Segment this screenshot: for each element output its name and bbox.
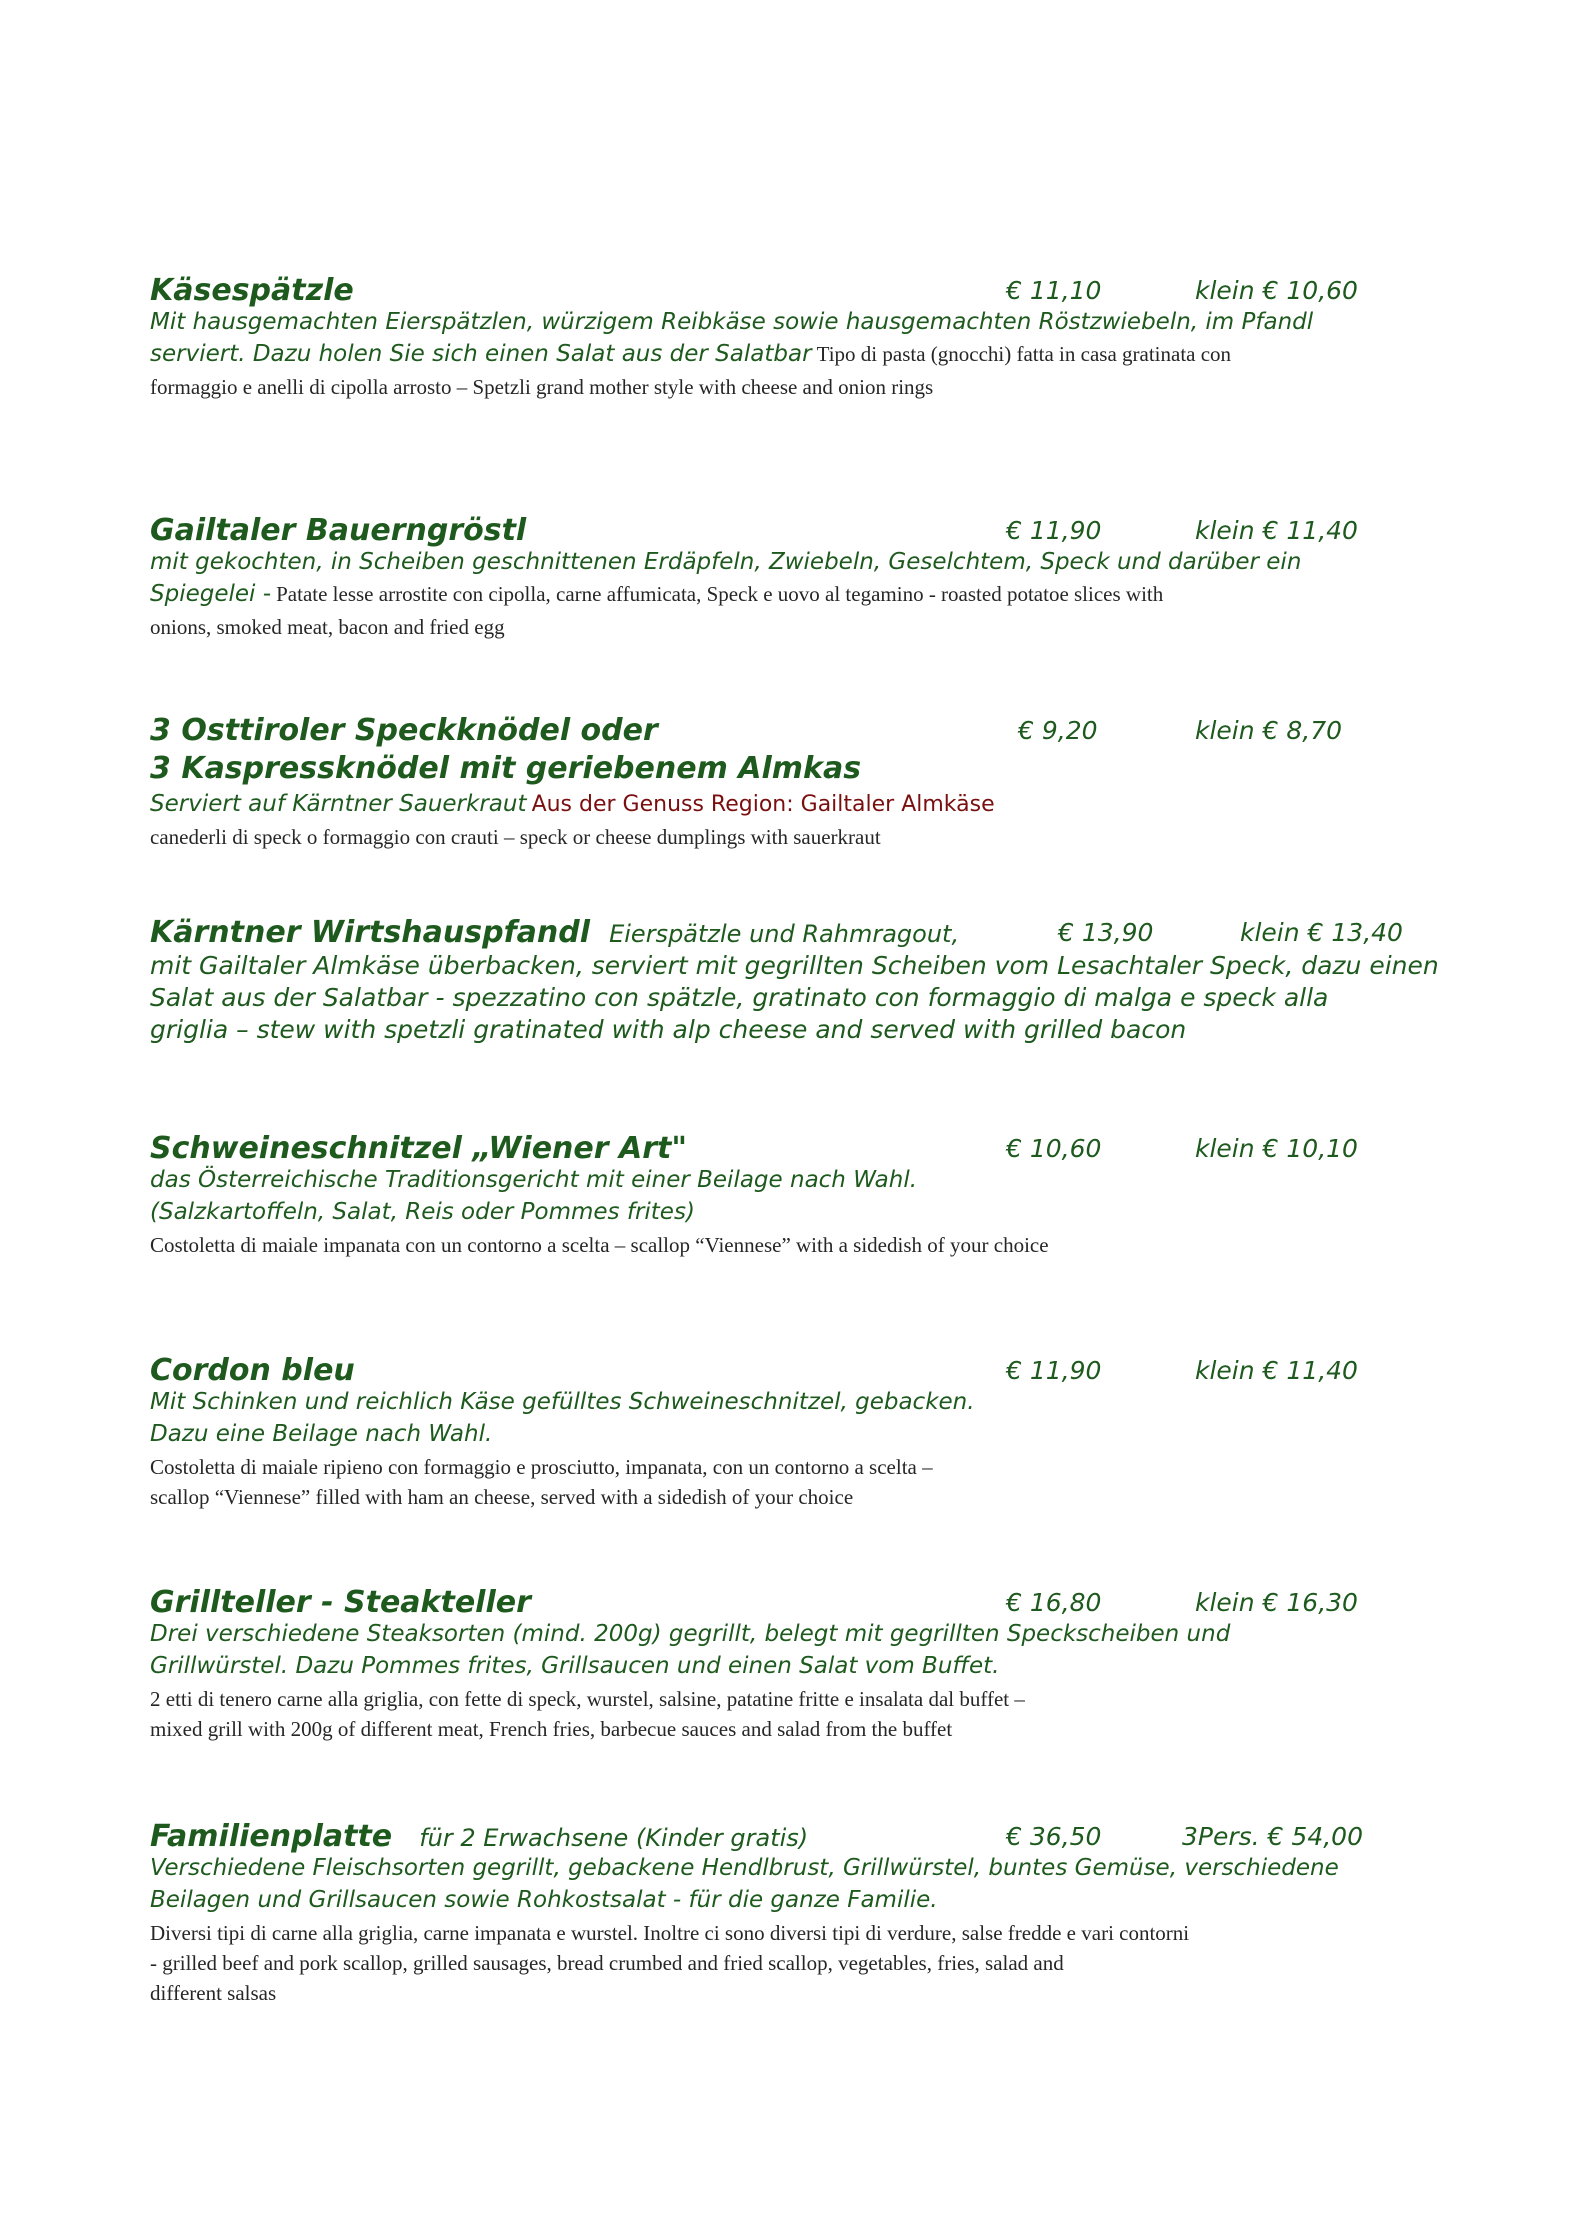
dish-name: Gailtaler Bauerngröstl xyxy=(150,513,527,548)
dish-price: € 11,10 xyxy=(1006,276,1102,305)
description-german: serviert. Dazu holen Sie sich einen Salat aus der Salatbar xyxy=(150,341,812,367)
description-line xyxy=(150,578,1163,610)
description-translation: Tipo di pasta (gnocchi) fatta in casa gratinata con xyxy=(816,342,1232,366)
dish-price: € 16,80 xyxy=(1006,1588,1102,1617)
description-translation: mixed grill with 200g of different meat, French fries, barbecue sauces and salad from the buffet xyxy=(150,1717,953,1741)
description-translation: scallop “Viennese” filled with ham an cheese, served with a sidedish of your choice xyxy=(150,1485,854,1509)
description-translation: different salsas xyxy=(150,1981,277,2005)
description-translation: formaggio e anelli di cipolla arrosto – Spetzli grand mother style with cheese and onion rings xyxy=(150,375,934,399)
description-german: Verschiedene Fleischsorten gegrillt, gebackene Hendlbrust, Grillwürstel, buntes Gemüse, verschiedene xyxy=(150,1855,1339,1881)
dish-name: Käsespätzle xyxy=(150,273,354,308)
description-line: griglia – stew with spetzli gratinated with alp cheese and served with grilled bacon xyxy=(150,1015,1187,1044)
dish-small-price: klein € 16,30 xyxy=(1195,1588,1358,1617)
dish-name-second-line: 3 Kaspressknödel mit geriebenem Almkas xyxy=(150,751,862,786)
dish-name: Schweineschnitzel „Wiener Art" xyxy=(150,1131,687,1166)
dish-small-price: klein € 11,40 xyxy=(1195,1356,1358,1385)
description-translation: - grilled beef and pork scallop, grilled sausages, bread crumbed and fried scallop, vegetables, fries, salad and xyxy=(150,1951,1064,1975)
description-translation: Costoletta di maiale ripieno con formaggio e prosciutto, impanata, con un contorno a scelta – xyxy=(150,1455,933,1479)
description-german: Dazu eine Beilage nach Wahl. xyxy=(150,1421,493,1447)
description-translation: Patate lesse arrostite con cipolla, carne affumicata, Speck e uovo al tegamino - roasted potatoe slices with xyxy=(276,582,1164,606)
description-translation: onions, smoked meat, bacon and fried egg xyxy=(150,615,505,639)
dish-small-price: 3Pers. € 54,00 xyxy=(1182,1822,1363,1851)
dish-name: Cordon bleu xyxy=(150,1353,355,1388)
dish-title-line xyxy=(150,914,959,953)
description-german: das Österreichische Traditionsgericht mit einer Beilage nach Wahl. xyxy=(150,1167,918,1193)
dish-name: Grillteller - Steakteller xyxy=(150,1585,531,1620)
description-german: Drei verschiedene Steaksorten (mind. 200g) gegrillt, belegt mit gegrillten Speckscheiben und xyxy=(150,1621,1231,1647)
dish-small-price: klein € 10,10 xyxy=(1195,1134,1358,1163)
dish-price: € 13,90 xyxy=(1058,918,1154,947)
description-german: Spiegelei - xyxy=(150,581,272,607)
description-translation: Costoletta di maiale impanata con un contorno a scelta – scallop “Viennese” with a sidedish of your choice xyxy=(150,1233,1049,1257)
description-german: Grillwürstel. Dazu Pommes frites, Grillsaucen und einen Salat vom Buffet. xyxy=(150,1653,1000,1679)
description-german: mit gekochten, in Scheiben geschnittenen Erdäpfeln, Zwiebeln, Geselchtem, Speck und darüber ein xyxy=(150,549,1302,575)
dish-name: Kärntner Wirtshauspfandl xyxy=(150,915,590,950)
dish-price: € 9,20 xyxy=(1018,716,1098,745)
dish-price: € 10,60 xyxy=(1006,1134,1102,1163)
description-german: (Salzkartoffeln, Salat, Reis oder Pommes frites) xyxy=(150,1199,695,1225)
description-translation: Diversi tipi di carne alla griglia, carne impanata e wurstel. Inoltre ci sono diversi tipi di verdure, salse fredde e vari contorni xyxy=(150,1921,1190,1945)
dish-name-note: Eierspätzle und Rahmragout, xyxy=(609,920,960,948)
description-german: Serviert auf Kärntner Sauerkraut xyxy=(150,791,527,817)
region-note: Aus der Genuss Region: Gailtaler Almkäse xyxy=(531,792,995,817)
dish-small-price: klein € 10,60 xyxy=(1195,276,1358,305)
dish-name-note: für 2 Erwachsene (Kinder gratis) xyxy=(419,1824,809,1852)
description-german: Mit hausgemachten Eierspätzlen, würzigem Reibkäse sowie hausgemachten Röstzwiebeln, im Pfandl xyxy=(150,309,1314,335)
dish-small-price: klein € 11,40 xyxy=(1195,516,1358,545)
description-line xyxy=(150,788,995,821)
description-german: Mit Schinken und reichlich Käse gefülltes Schweineschnitzel, gebacken. xyxy=(150,1389,975,1415)
description-german: Beilagen und Grillsaucen sowie Rohkostsalat - für die ganze Familie. xyxy=(150,1887,938,1913)
description-line: Salat aus der Salatbar - spezzatino con spätzle, gratinato con formaggio di malga e speck alla xyxy=(150,983,1329,1012)
dish-small-price: klein € 8,70 xyxy=(1195,716,1343,745)
dish-price: € 36,50 xyxy=(1006,1822,1102,1851)
dish-name: Familienplatte xyxy=(150,1819,393,1854)
dish-price: € 11,90 xyxy=(1006,516,1102,545)
description-translation: 2 etti di tenero carne alla griglia, con fette di speck, wurstel, salsine, patatine fritte e insalata dal buffet – xyxy=(150,1687,1025,1711)
dish-small-price: klein € 13,40 xyxy=(1240,918,1403,947)
dish-name: 3 Osttiroler Speckknödel oder xyxy=(150,713,658,748)
description-line xyxy=(150,338,1231,370)
description-translation: canederli di speck o formaggio con crauti – speck or cheese dumplings with sauerkraut xyxy=(150,825,881,849)
description-line: mit Gailtaler Almkäse überbacken, serviert mit gegrillten Scheiben vom Lesachtaler Speck, dazu einen xyxy=(150,951,1439,980)
dish-price: € 11,90 xyxy=(1006,1356,1102,1385)
